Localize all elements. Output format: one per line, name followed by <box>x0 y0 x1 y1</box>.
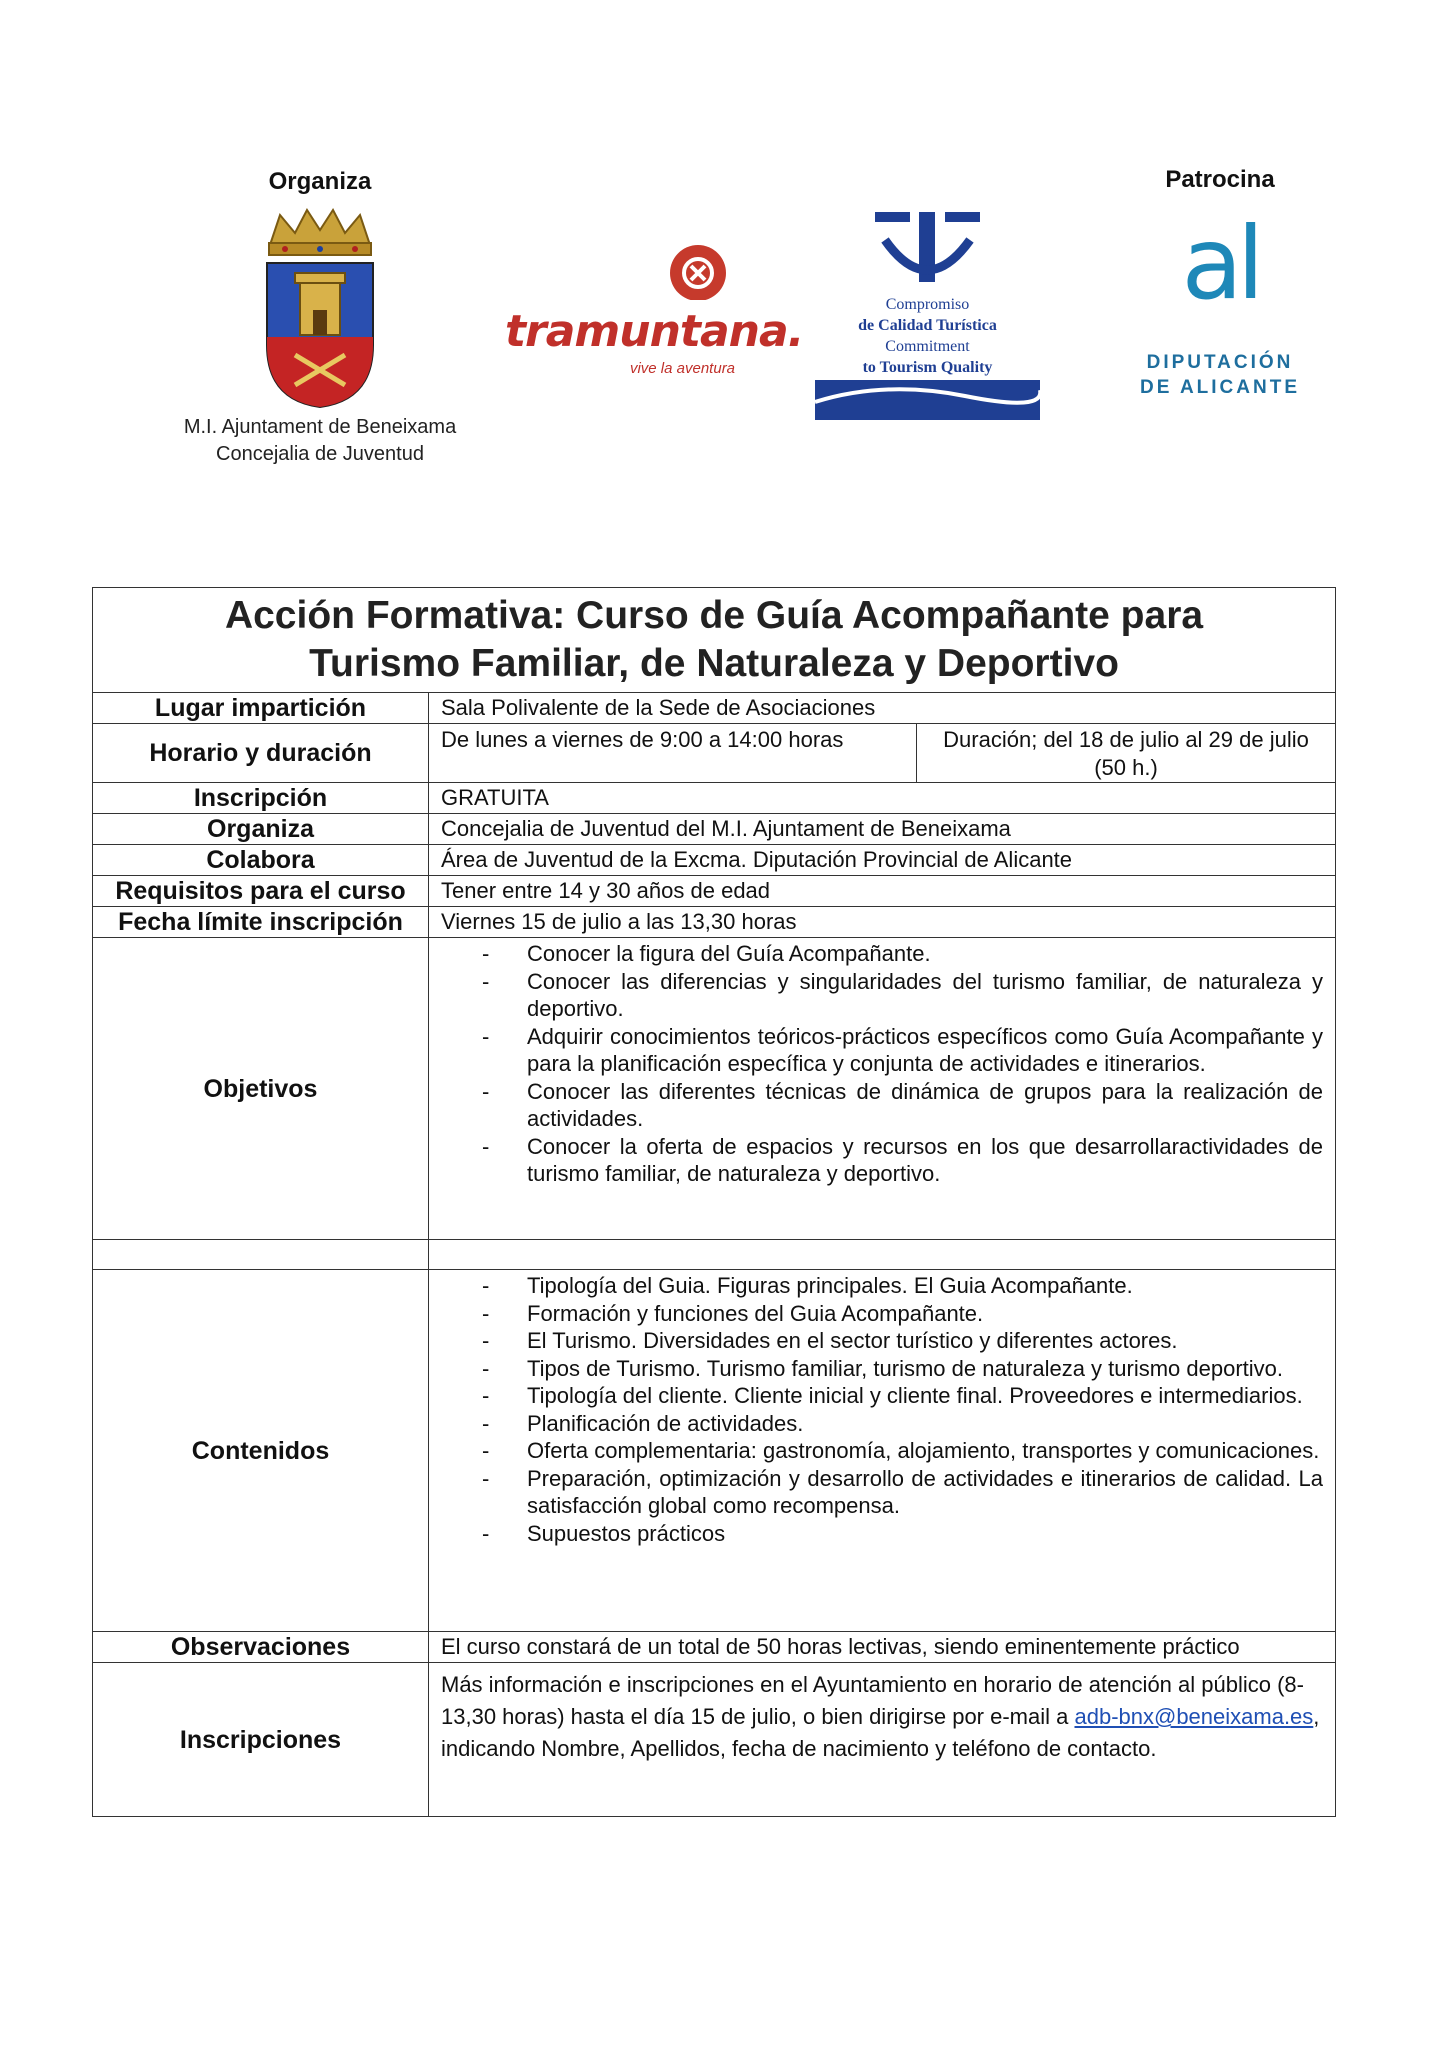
contenidos-list <box>429 1272 1335 1547</box>
list-item: - Conocer las diferencias y singularidades del turismo familiar, de naturaleza y deportivo. <box>429 968 1323 1023</box>
row-value: Tener entre 14 y 30 años de edad <box>429 876 1336 907</box>
contenidos-label: Contenidos <box>93 1270 429 1632</box>
table-row <box>93 693 1336 724</box>
row-value: Área de Juventud de la Excma. Diputación Provincial de Alicante <box>429 845 1336 876</box>
patrocina-heading: Patrocina <box>1165 166 1275 193</box>
list-item: - Formación y funciones del Guia Acompañante. <box>429 1300 1323 1328</box>
quality-commitment-logo <box>815 200 1040 425</box>
table-row <box>93 783 1336 814</box>
duration-value: Duración; del 18 de julio al 29 de julio (50 h.) <box>917 724 1336 783</box>
empty-cell <box>93 1240 429 1270</box>
organiza-heading: Organiza <box>268 168 372 195</box>
list-item: - Conocer las diferentes técnicas de dinámica de grupos para la realización de actividades. <box>429 1078 1323 1133</box>
course-info-table <box>92 587 1336 1817</box>
observaciones-label: Observaciones <box>93 1632 429 1663</box>
inscripciones-row <box>93 1663 1336 1817</box>
row-value: De lunes a viernes de 9:00 a 14:00 horas <box>429 724 917 783</box>
organizer-line-2: Concejalia de Juventud <box>216 443 424 465</box>
empty-cell <box>429 1240 1336 1270</box>
list-item: - Supuestos prácticos <box>429 1520 1323 1548</box>
diputacion-line-1: DIPUTACIÓN <box>1146 352 1294 373</box>
diputacion-alicante-logo <box>1130 205 1310 410</box>
objetivos-label: Objetivos <box>93 938 429 1240</box>
table-row <box>93 845 1336 876</box>
row-label: Lugar impartición <box>93 693 429 724</box>
beneixama-coat-of-arms-logo <box>255 205 385 410</box>
list-item: - Tipología del Guia. Figuras principales. El Guia Acompañante. <box>429 1272 1323 1300</box>
list-item: - Adquirir conocimientos teóricos-prácticos específicos como Guía Acompañante y para la planificación específica y conjunta de actividades e itinerarios. <box>429 1023 1323 1078</box>
table-row <box>93 724 1336 783</box>
row-label: Horario y duración <box>93 724 429 783</box>
list-item: - Conocer la figura del Guía Acompañante. <box>429 940 1323 968</box>
tramuntana-logo <box>505 240 804 390</box>
diputacion-line-2: DE ALICANTE <box>1139 377 1301 398</box>
row-value: GRATUITA <box>429 783 1336 814</box>
course-title-line-2: Turismo Familiar, de Naturaleza y Deportivo <box>309 642 1119 685</box>
objetivos-cell <box>429 938 1336 1240</box>
diputacion-mark: al <box>1181 205 1259 322</box>
course-title <box>93 588 1336 693</box>
observaciones-value: El curso constará de un total de 50 horas lectivas, siendo eminentemente práctico <box>429 1632 1336 1663</box>
objetivos-row <box>93 938 1336 1240</box>
inscripciones-text: Más información e inscripciones en el Ayuntamiento en horario de atención al público (8-13,30 horas) hasta el día 15 de julio, o bien dirigirse por e-mail a <box>441 1672 1304 1729</box>
observaciones-row <box>93 1632 1336 1663</box>
inscripciones-label: Inscripciones <box>93 1663 429 1817</box>
organizer-line-1: M.I. Ajuntament de Beneixama <box>183 416 457 438</box>
organizer-caption <box>150 414 490 468</box>
quality-line-4: to Tourism Quality <box>862 359 993 376</box>
list-item: - Tipos de Turismo. Turismo familiar, turismo de naturaleza y turismo deportivo. <box>429 1355 1323 1383</box>
contenidos-row <box>93 1270 1336 1632</box>
row-label: Organiza <box>93 814 429 845</box>
email-link[interactable]: adb-bnx@beneixama.es <box>1074 1704 1314 1729</box>
quality-line-2: de Calidad Turística <box>858 317 997 334</box>
row-label: Fecha límite inscripción <box>93 907 429 938</box>
row-label: Colabora <box>93 845 429 876</box>
row-value: Concejalia de Juventud del M.I. Ajuntament de Beneixama <box>429 814 1336 845</box>
inscripciones-text-end: , indicando Nombre, Apellidos, fecha de nacimiento y teléfono de contacto. <box>441 1704 1320 1761</box>
table-row <box>93 876 1336 907</box>
spacer-row <box>93 1240 1336 1270</box>
list-item: - Planificación de actividades. <box>429 1410 1323 1438</box>
row-value: Viernes 15 de julio a las 13,30 horas <box>429 907 1336 938</box>
title-row <box>93 588 1336 693</box>
course-title-line-1: Acción Formativa: Curso de Guía Acompañante para <box>224 594 1204 637</box>
quality-line-1: Compromiso <box>885 296 970 313</box>
quality-line-3: Commitment <box>885 338 970 355</box>
inscripciones-cell <box>429 1663 1336 1817</box>
list-item: - Preparación, optimización y desarrollo de actividades e itinerarios de calidad. La satisfacción global como recompensa. <box>429 1465 1323 1520</box>
row-value: Sala Polivalente de la Sede de Asociaciones <box>429 693 1336 724</box>
list-item: - Tipología del cliente. Cliente inicial y cliente final. Proveedores e intermediarios. <box>429 1382 1323 1410</box>
list-item: - Oferta complementaria: gastronomía, alojamiento, transportes y comunicaciones. <box>429 1437 1323 1465</box>
contenidos-cell <box>429 1270 1336 1632</box>
tramuntana-tagline: vive la aventura <box>629 360 736 377</box>
list-item: - El Turismo. Diversidades en el sector turístico y diferentes actores. <box>429 1327 1323 1355</box>
list-item: - Conocer la oferta de espacios y recursos en los que desarrollaractividades de turismo familiar, de naturaleza y deportivo. <box>429 1133 1323 1188</box>
objetivos-list <box>429 940 1335 1188</box>
row-label: Requisitos para el curso <box>93 876 429 907</box>
table-row <box>93 907 1336 938</box>
tramuntana-wordmark: tramuntana. <box>505 306 804 357</box>
row-label: Inscripción <box>93 783 429 814</box>
table-row <box>93 814 1336 845</box>
